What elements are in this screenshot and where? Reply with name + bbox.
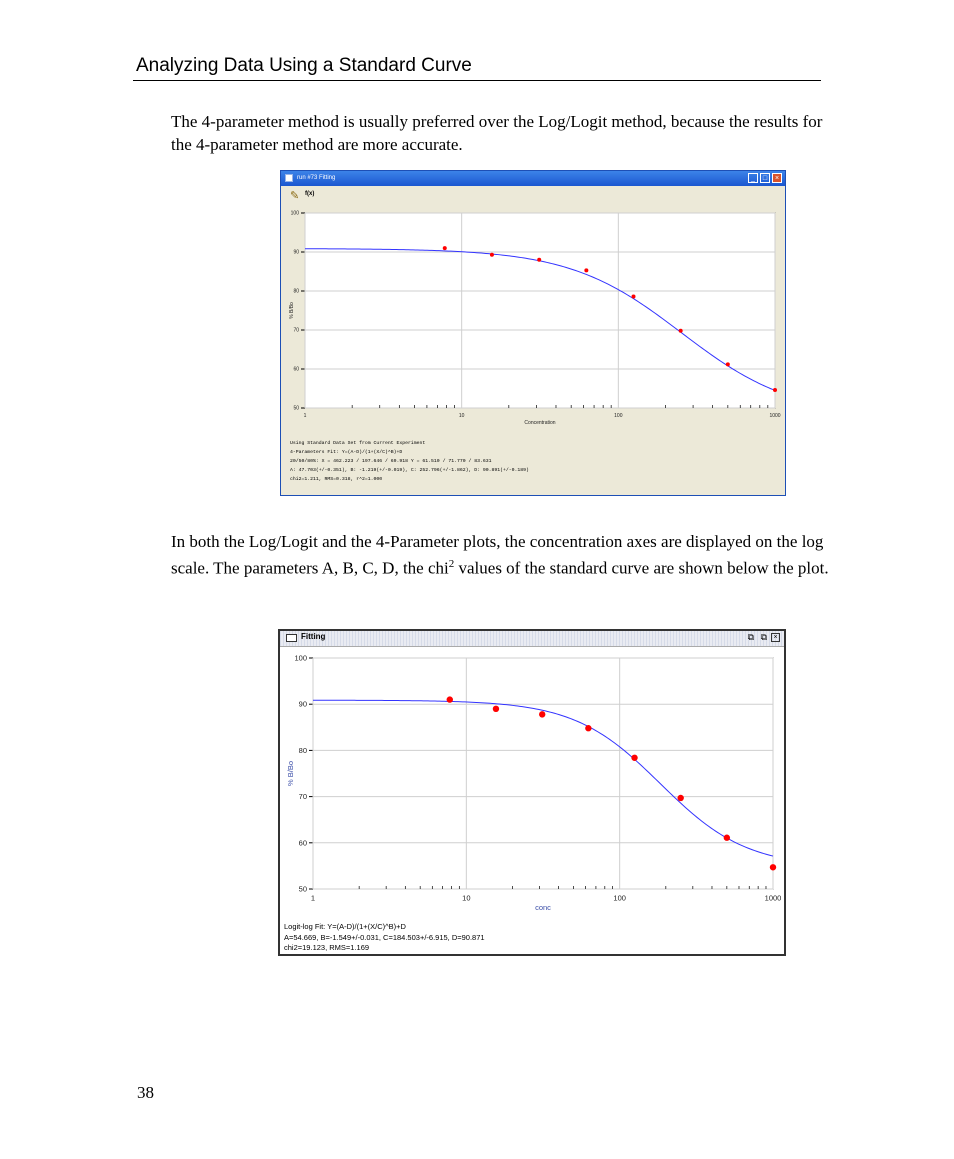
fit-info-line: chi2=19.123, RMS=1.169 [284,943,370,952]
window-2-fit-info [284,922,485,954]
data-point [443,246,447,250]
close-icon[interactable]: × [772,173,782,183]
data-point [584,268,588,272]
plot-area [313,658,773,889]
superscript: 2 [448,558,455,570]
paragraph-2-text: In both the Log/Logit and the 4-Parameter plots, the concentration axes are displayed on the log scale. The parameters A, B, C, D, the chi [171,532,824,578]
window-1-fit-info [285,438,781,494]
data-point [631,755,637,761]
data-point [726,362,730,366]
y-tick-label: 100 [294,653,307,663]
y-tick-label: 50 [293,405,299,412]
maximize-icon[interactable]: □ [760,173,770,183]
data-point [447,696,453,702]
fit-info-line: 20/50/80%: X = 462.223 / 197.646 / 69.918 Y = 61.510 / 71.770 / 83.631 [290,459,492,464]
x-tick-label: 100 [614,413,623,419]
y-tick-label: 60 [298,838,307,848]
header-rule [133,80,821,81]
y-tick-label: 60 [293,366,299,373]
x-tick-label: 10 [462,893,471,903]
window-1-title: run #73 Fitting [297,175,336,181]
window-2-titlebar[interactable] [280,631,784,647]
chart-2 [280,647,784,919]
close-icon[interactable]: × [771,633,780,642]
restore-icon[interactable]: ⧉ [747,632,754,642]
x-tick-label: 1000 [769,413,781,419]
data-point [632,294,636,298]
data-point [585,725,591,731]
float-icon[interactable]: ⧉ [760,632,767,642]
y-axis-label: % B/Bo [289,302,295,319]
fit-info-line: Using Standard Data Set from Current Experiment [290,441,426,446]
y-tick-label: 100 [290,210,299,217]
fit-info-line: chi2=1.211, RMS=0.318, r^2=1.000 [290,477,383,482]
data-point [493,706,499,712]
paragraph-1: The 4-parameter method is usually preferred over the Log/Logit method, because the results for the 4-parameter method are more accurate. [171,112,823,154]
fit-info-line: A=54.669, B=-1.549+/-0.031, C=184.503+/-6.915, D=90.871 [284,932,485,942]
window-1-toolbar [281,186,785,206]
data-point [770,864,776,870]
minimize-icon[interactable]: _ [748,173,758,183]
fitting-window-2 [278,629,786,956]
data-point [490,253,494,257]
x-axis-label: Concentration [524,420,556,426]
data-point [537,258,541,262]
y-tick-label: 80 [298,745,307,755]
x-axis-label: conc [535,903,551,912]
data-point [677,795,683,801]
data-point [679,329,683,333]
data-point [539,711,545,717]
y-tick-label: 70 [298,792,307,802]
plot-area [305,213,775,408]
paragraph-2 [171,530,831,580]
paragraph-2-text-end: values of the standard curve are shown below the plot. [454,558,829,578]
fit-info-line: Logit-log Fit: Y=(A-D)/(1+(X/C)^B)+D [284,922,406,931]
y-tick-label: 80 [293,288,299,295]
window-2-title: Fitting [301,632,326,641]
pencil-icon[interactable]: ✎ [290,190,300,202]
x-tick-label: 1000 [764,893,782,903]
window-1-titlebar[interactable] [281,171,785,186]
page-number: 38 [137,1083,154,1102]
fit-info-line: 4-Parameters Fit: Y=(A-D)/(1+(X/C)^B)+D [290,450,403,455]
window-icon [285,174,293,182]
x-tick-label: 1 [310,893,316,903]
fx-button[interactable]: f(x) [305,191,315,197]
running-header: Analyzing Data Using a Standard Curve [136,55,472,76]
fitting-window-1 [280,170,786,496]
data-point [773,388,777,392]
window-icon [286,634,297,642]
x-tick-label: 100 [613,893,626,903]
x-tick-label: 1 [303,413,307,419]
y-tick-label: 70 [293,327,299,334]
y-tick-label: 90 [298,699,307,709]
x-tick-label: 10 [458,413,465,419]
data-point [724,835,730,841]
y-tick-label: 90 [293,249,299,256]
y-tick-label: 50 [298,884,307,894]
fit-info-line: A: 47.703(+/-0.351), B: -1.219(+/-0.019), C: 252.796(+/-1.862), D: 90.891(+/-0.189) [290,468,529,473]
chart-1 [285,207,781,439]
y-axis-label: % B/Bo [286,760,295,787]
